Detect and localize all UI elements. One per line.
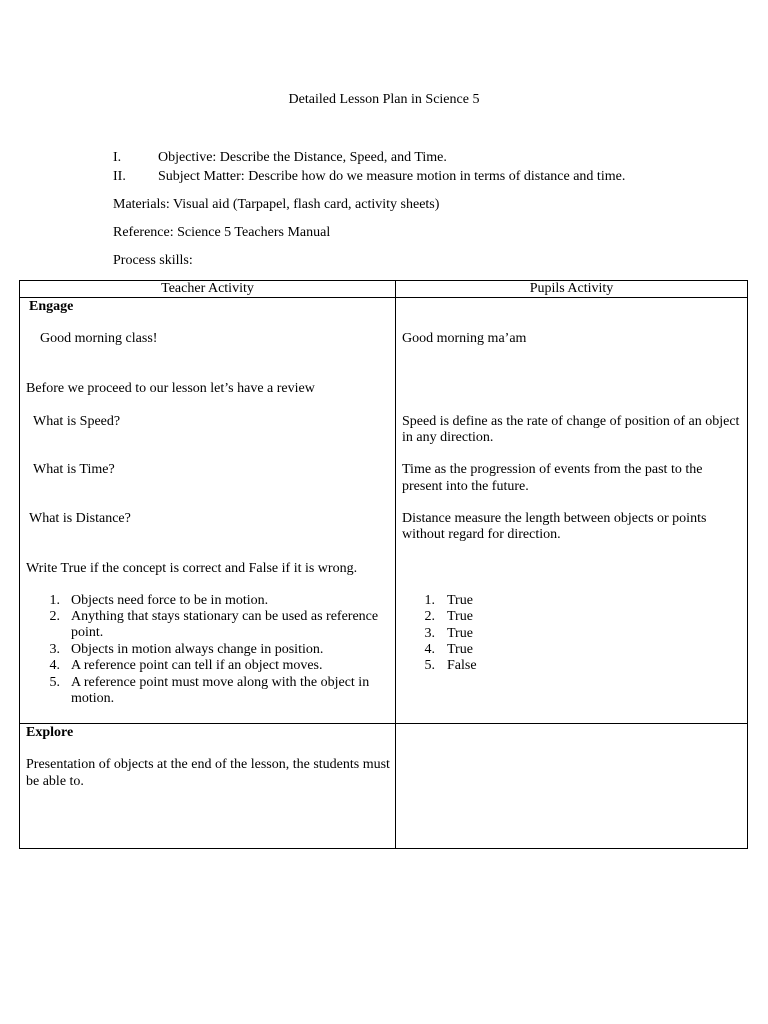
header-teacher-activity: Teacher Activity <box>161 281 254 296</box>
subject-matter-text: Subject Matter: Describe how do we measure motion in terms of distance and time. <box>158 169 626 184</box>
list-item-number: 5. <box>49 675 60 690</box>
reference-text: Reference: Science 5 Teachers Manual <box>113 225 331 240</box>
answer-distance-line2: without regard for direction. <box>402 527 561 542</box>
answer-number: 4. <box>424 642 435 657</box>
section-numeral-subject-matter: II. <box>113 169 126 184</box>
answer-number: 3. <box>424 626 435 641</box>
explore-heading: Explore <box>26 725 74 740</box>
lesson-table <box>19 280 748 849</box>
materials-text: Materials: Visual aid (Tarpapel, flash card, activity sheets) <box>113 197 440 212</box>
list-item-continuation: point. <box>71 625 104 640</box>
list-item-continuation: motion. <box>71 691 115 706</box>
answer-distance-line1: Distance measure the length between objects or points <box>402 511 707 526</box>
answer-item: True <box>447 626 473 641</box>
list-item-number: 4. <box>49 658 60 673</box>
answer-item: True <box>447 593 473 608</box>
pupils-greeting: Good morning ma’am <box>402 331 527 346</box>
answer-time-line1: Time as the progression of events from the past to the <box>402 462 703 477</box>
process-skills-text: Process skills: <box>113 253 193 268</box>
true-false-instruction: Write True if the concept is correct and False if it is wrong. <box>26 561 358 576</box>
list-item-number: 1. <box>49 593 60 608</box>
answer-number: 5. <box>424 658 435 673</box>
row-divider <box>20 723 747 724</box>
objective-text: Objective: Describe the Distance, Speed, and Time. <box>158 150 447 165</box>
question-time: What is Time? <box>33 462 115 477</box>
list-item: Objects need force to be in motion. <box>71 593 269 608</box>
question-distance: What is Distance? <box>29 511 131 526</box>
header-pupils-activity: Pupils Activity <box>529 281 614 296</box>
list-item-number: 2. <box>49 609 60 624</box>
list-item-number: 3. <box>49 642 60 657</box>
answer-speed-line1: Speed is define as the rate of change of position of an object <box>402 414 740 429</box>
answer-item: True <box>447 609 473 624</box>
list-item: Objects in motion always change in position. <box>71 642 324 657</box>
list-item: A reference point must move along with the object in <box>71 675 370 690</box>
document-title: Detailed Lesson Plan in Science 5 <box>288 92 480 107</box>
question-speed: What is Speed? <box>33 414 121 429</box>
list-item: Anything that stays stationary can be used as reference <box>71 609 379 624</box>
explore-text-line1: Presentation of objects at the end of the lesson, the students must <box>26 757 390 772</box>
engage-heading: Engage <box>29 299 74 314</box>
answer-number: 2. <box>424 609 435 624</box>
answer-item: False <box>447 658 477 673</box>
explore-text-line2: be able to. <box>26 774 84 789</box>
answer-time-line2: present into the future. <box>402 479 529 494</box>
column-divider <box>395 281 396 848</box>
list-item: A reference point can tell if an object moves. <box>71 658 323 673</box>
section-numeral-objective: I. <box>113 150 122 165</box>
answer-item: True <box>447 642 473 657</box>
answer-speed-line2: in any direction. <box>402 430 494 445</box>
review-intro: Before we proceed to our lesson let’s have a review <box>26 381 315 396</box>
answer-number: 1. <box>424 593 435 608</box>
teacher-greeting: Good morning class! <box>40 331 158 346</box>
